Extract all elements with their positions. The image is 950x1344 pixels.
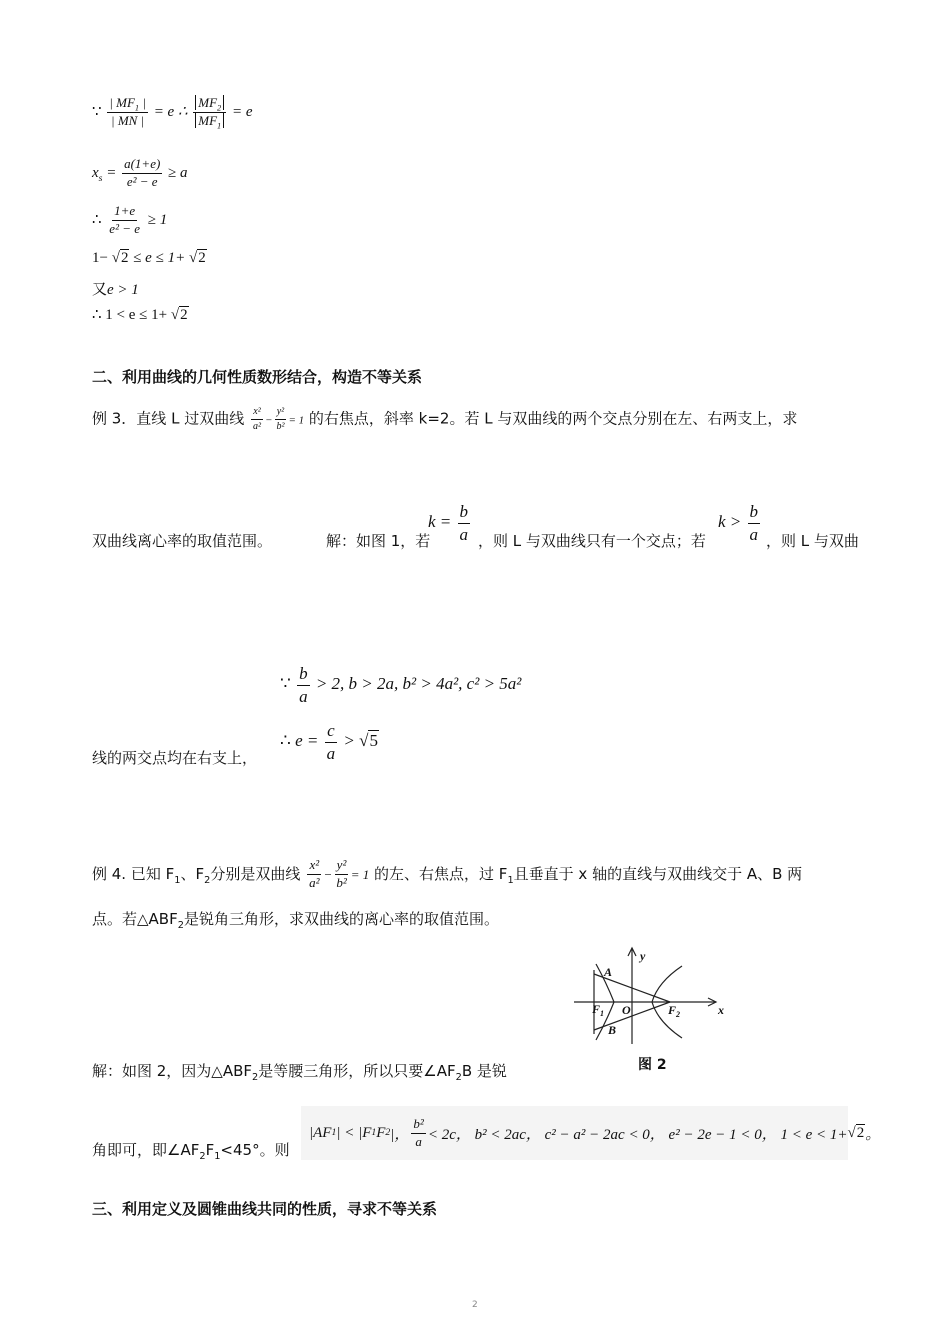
you-char: 又 (92, 280, 108, 298)
ex4-frac-y (334, 858, 348, 891)
example-3-line-3: 线的两交点均在右支上， (92, 749, 258, 767)
sqrt-2-d: √2 (847, 1124, 865, 1141)
mf2-sub: 2 (217, 102, 222, 113)
mf1b-text: MF (198, 112, 218, 128)
text: 是锐角三角形，求双曲线的离心率的取值范围。 (183, 910, 499, 928)
e-eq: e = (295, 730, 319, 750)
den: a (299, 686, 308, 706)
radicand: 5 (369, 730, 378, 750)
example-3-line-2b: 解：如图 1，若 (326, 532, 431, 550)
section-2-heading: 二、利用曲线的几何性质数形结合，构造不等关系 (92, 368, 423, 386)
eq-sign: = (106, 164, 117, 181)
sub: 1 (507, 874, 514, 886)
den: a (415, 1133, 422, 1149)
xs-num: a(1+e) (122, 157, 162, 174)
frac-num: 1+e (112, 204, 137, 221)
f2-sub: 2 (676, 1010, 681, 1019)
derivation-line-5 (92, 278, 139, 299)
because-symbol: ∵ (92, 103, 102, 120)
frac-b-a (297, 664, 310, 706)
num: b (748, 502, 761, 524)
one-minus: 1− (92, 250, 108, 266)
example-3-line-2d: ，则 L 与双曲 (766, 532, 859, 550)
derivation-line-1 (92, 96, 253, 129)
ex3-math-line-1 (280, 664, 521, 706)
ex3-math-line-2 (280, 721, 379, 763)
text: 角即可，即∠AF (92, 1141, 200, 1159)
text: B 是锐 (461, 1062, 507, 1080)
sub: 2 (199, 1151, 206, 1162)
hyperbola-figure (570, 946, 730, 1046)
text: |， (390, 1126, 410, 1143)
example-4-line-1 (92, 858, 802, 891)
sep: 、F (180, 864, 205, 883)
f1-sub: 1 (600, 1009, 605, 1018)
mf1b-sub: 1 (217, 120, 222, 131)
frac-b-a (748, 502, 761, 544)
therefore-symbol: ∴ (92, 211, 102, 228)
num: b² (411, 1117, 425, 1134)
example-3-line-1 (92, 406, 797, 432)
sub: 2 (455, 1072, 462, 1083)
fraction-mf1-mn (107, 96, 148, 129)
derivation-line-2 (92, 157, 188, 190)
example-4-line-2 (92, 908, 499, 929)
den: b² (336, 874, 347, 890)
f2-letter: F (668, 1003, 677, 1017)
xs-den: e² − e (126, 173, 158, 189)
le-e-le: ≤ e ≤ 1+ (133, 250, 186, 266)
text: | < |F (336, 1124, 372, 1141)
label-f2 (667, 1003, 680, 1019)
solution-4-line-2 (92, 1139, 290, 1160)
f1-letter: F (592, 1002, 601, 1016)
ex4-frac-x (307, 858, 321, 891)
text: 点。若△ABF (92, 910, 178, 928)
fraction-xs (122, 157, 162, 190)
den: a² (253, 420, 261, 432)
example-3-line-2a: 双曲线离心率的取值范围。 (92, 532, 273, 550)
text: 。 (865, 1126, 881, 1143)
text: F (205, 1141, 215, 1159)
eq-one: = 1 (288, 414, 305, 427)
inequalities: > 2, b > 2a, b² > 4a², c² > 5a² (315, 673, 522, 693)
num: b (297, 664, 310, 686)
num: y² (335, 858, 349, 875)
den: a (749, 524, 759, 544)
therefore-symbol: ∴ (280, 730, 291, 750)
text: |AF (309, 1124, 332, 1141)
ex4-text2: 的左、右焦点，过 F (374, 864, 508, 883)
label-a: A (604, 965, 613, 979)
figure-2 (570, 946, 730, 1073)
ge-a: ≥ a (168, 164, 188, 181)
sqrt-2-b: √2 (188, 250, 206, 266)
eq-e-therefore: = e ∴ (153, 103, 188, 120)
num: b (458, 502, 471, 524)
mn-text: | MN | (111, 112, 145, 128)
radicand: 2 (856, 1124, 865, 1141)
ex3-frac-x (251, 406, 263, 432)
fraction-mf2-mf1 (193, 96, 226, 129)
sub: 2 (204, 874, 211, 886)
fraction-1pe (107, 204, 142, 237)
text: F (376, 1124, 386, 1141)
eq-one: = 1 (350, 866, 370, 882)
label-o: O (622, 1003, 631, 1017)
sub: 2 (252, 1072, 259, 1083)
frac-b2-a (411, 1117, 425, 1150)
sub: 2 (177, 920, 184, 931)
sqrt-2-a: √2 (111, 250, 129, 266)
page-number: 2 (472, 1300, 478, 1310)
section-3-heading: 三、利用定义及圆锥曲线共同的性质，寻求不等关系 (92, 1200, 438, 1218)
text: 解：如图 2，因为△ABF (92, 1062, 253, 1080)
frac-b-a (458, 502, 471, 544)
derivation-line-6 (92, 305, 189, 324)
k-gt: k > (718, 511, 742, 531)
k-eq-b-over-a (428, 502, 472, 544)
frac-den: e² − e (109, 220, 141, 236)
label-y: y (640, 949, 646, 963)
num: x² (251, 406, 262, 420)
range-text: 1 < e ≤ 1+ (105, 307, 168, 323)
frac-c-a (325, 721, 338, 763)
solution-4-line-1 (92, 1060, 507, 1081)
because-symbol: ∵ (280, 673, 291, 693)
sub: 1 (214, 1151, 221, 1162)
ex3-intro: 例 3．直线 L 过双曲线 (92, 409, 245, 428)
num: c (325, 721, 337, 743)
ex4-intro: 例 4. 已知 F (92, 864, 175, 883)
mf1-text: | MF (109, 95, 135, 110)
den: b² (276, 420, 285, 432)
radicand: 2 (120, 250, 129, 266)
derivation-line-3 (92, 204, 167, 237)
ex3-frac-y (274, 406, 286, 432)
xs-sub: s (98, 172, 103, 184)
den: a² (309, 874, 320, 890)
ex4-text1: 分别是双曲线 (210, 864, 301, 883)
text: < 2c， b² < 2ac， c² − a² − 2ac < 0， e² − 2e − 1 < 0， 1 < e < 1+ (427, 1126, 848, 1143)
sqrt-2-c: √2 (170, 307, 188, 323)
k-eq: k = (428, 511, 452, 531)
den: a (326, 743, 336, 763)
radicand: 2 (180, 307, 188, 323)
text: 是等腰三角形，所以只要∠AF (258, 1062, 456, 1080)
num: x² (307, 858, 321, 875)
eq-e: = e (232, 103, 253, 120)
mf1-sub: 1 (134, 102, 140, 113)
k-gt-b-over-a (718, 502, 762, 544)
derivation-line-4 (92, 250, 207, 267)
ge-1: ≥ 1 (147, 211, 168, 228)
example-3-line-2c: ，则 L 与双曲线只有一个交点；若 (478, 532, 706, 550)
ex3-text: 的右焦点，斜率 k=2。若 L 与双曲线的两个交点分别在左、右两支上，求 (308, 409, 798, 428)
mf1-bar: | (139, 95, 146, 110)
therefore-symbol: ∴ (92, 307, 102, 323)
label-f1 (591, 1002, 604, 1018)
label-b: B (608, 1023, 617, 1037)
mf2-text: MF (198, 95, 218, 110)
text: <45°。则 (220, 1141, 290, 1159)
sub: 1 (174, 874, 181, 886)
ex4-text3: 且垂直于 x 轴的直线与双曲线交于 A、B 两 (513, 864, 803, 883)
radicand: 2 (198, 250, 206, 266)
den: a (459, 524, 469, 544)
minus: − (323, 866, 333, 882)
sqrt-5: √5 (359, 730, 378, 750)
solution-4-math-box: |AF 1 | < |F 1 F 2 |， $\frac{\text{b²}}{a}$ < 2c， b² < 2ac， c² − a² − 2ac < 0， e² − 2e − 1 < 0， 1 < e < 1+ √2 。 (301, 1106, 848, 1160)
num: y² (275, 406, 286, 420)
xs-var: x (92, 164, 99, 181)
label-x: x (718, 1003, 724, 1017)
gt: > (343, 730, 355, 750)
minus: − (265, 414, 273, 427)
e-gt-1: e > 1 (107, 282, 139, 298)
figure-2-caption: 图 2 (638, 1057, 667, 1073)
